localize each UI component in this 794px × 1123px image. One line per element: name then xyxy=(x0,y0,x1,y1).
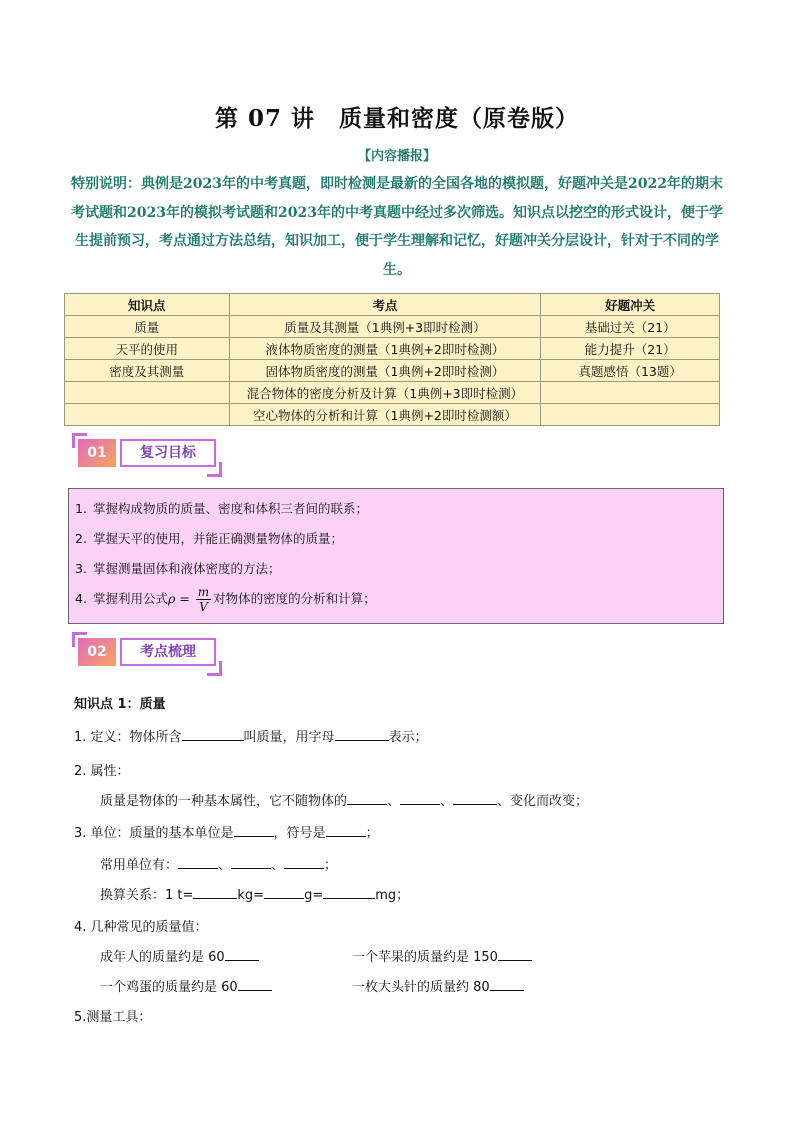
table-cell xyxy=(65,382,230,404)
table-row xyxy=(65,316,720,338)
section-label: 考点梳理 xyxy=(120,638,216,666)
section-label: 复习目标 xyxy=(120,439,216,467)
goal-item: 1. 掌握构成物质的质量、密度和体积三者间的联系； xyxy=(75,501,368,516)
definition-line: 1. 定义：物体所含 叫质量，用字母 表示； xyxy=(74,730,428,745)
table-row xyxy=(65,404,720,426)
review-goals-box xyxy=(68,488,724,624)
table-cell: 混合物体的密度分析及计算（1典例+3即时检测） xyxy=(229,382,541,404)
fill-blank[interactable] xyxy=(400,792,440,805)
overview-table xyxy=(64,293,720,426)
table-cell: 质量 xyxy=(65,316,230,338)
fill-blank[interactable] xyxy=(490,978,524,991)
table-header-cell: 好题冲关 xyxy=(541,294,720,316)
table-cell: 质量及其测量（1典例+3即时检测） xyxy=(229,316,541,338)
fill-blank[interactable] xyxy=(498,948,532,961)
table-cell: 真题感悟（13题） xyxy=(541,360,720,382)
fill-blank[interactable] xyxy=(326,824,366,837)
fill-blank[interactable] xyxy=(231,856,271,869)
mass-example: 一个鸡蛋的质量约是 60 xyxy=(100,976,272,995)
table-header-row xyxy=(65,294,720,316)
table-header-cell: 知识点 xyxy=(65,294,230,316)
fill-blank[interactable] xyxy=(335,728,389,741)
content-broadcast-label: 【内容播报】 xyxy=(357,149,436,164)
table-header-cell: 考点 xyxy=(229,294,541,316)
goal-item: 3. 掌握测量固体和液体密度的方法； xyxy=(75,561,281,576)
fill-blank[interactable] xyxy=(323,886,375,899)
fill-blank[interactable] xyxy=(238,978,272,991)
table-cell xyxy=(541,404,720,426)
page-title: 第 07 讲 质量和密度（原卷版） xyxy=(214,105,580,132)
table-cell xyxy=(541,382,720,404)
fill-blank[interactable] xyxy=(182,728,244,741)
fill-blank[interactable] xyxy=(264,886,304,899)
table-row xyxy=(65,338,720,360)
fill-blank[interactable] xyxy=(193,886,237,899)
fill-blank[interactable] xyxy=(234,824,274,837)
section-number: 01 xyxy=(78,439,116,467)
table-cell: 基础过关（21） xyxy=(541,316,720,338)
table-row xyxy=(65,360,720,382)
density-formula: $\frac{m}{V}$ xyxy=(197,585,210,614)
knowledge-point-title: 知识点 1：质量 xyxy=(74,697,166,712)
special-note: 特别说明：典例是2023年的中考真题，即时检测是最新的全国各地的模拟题，好题冲关是2022年的期末考试题和2023年的模拟考试题和2023年的中考真题中经过多次筛选。知识点以挖空的形式设计，便于学生提前预习，考点通过方法总结，知识加工，便于学生理解和记忆，好题冲关分层设计，针对于不同的学生。 xyxy=(71,176,723,278)
section-badge-review-goals xyxy=(72,433,222,477)
density-symbol: ρ xyxy=(167,591,176,606)
table-cell: 空心物体的分析和计算（1典例+2即时检测额） xyxy=(229,404,541,426)
table-cell: 能力提升（21） xyxy=(541,338,720,360)
common-mass-heading: 4. 几种常见的质量值： xyxy=(74,920,208,935)
table-cell: 固体物质密度的测量（1典例+2即时检测） xyxy=(229,360,541,382)
section-badge-key-points xyxy=(72,632,222,676)
goal-item: 2. 掌握天平的使用，并能正确测量物体的质量； xyxy=(75,531,343,546)
fill-blank[interactable] xyxy=(347,792,387,805)
measuring-tool-heading: 5.测量工具： xyxy=(74,1010,152,1025)
fill-blank[interactable] xyxy=(178,856,218,869)
property-heading: 2. 属性： xyxy=(74,764,130,779)
table-row xyxy=(65,382,720,404)
mass-example: 成年人的质量约是 60 xyxy=(100,946,259,965)
table-cell: 天平的使用 xyxy=(65,338,230,360)
table-cell: 液体物质密度的测量（1典例+2即时检测） xyxy=(229,338,541,360)
fill-blank[interactable] xyxy=(284,856,324,869)
property-line: 质量是物体的一种基本属性，它不随物体的 、 、 、变化而改变； xyxy=(100,794,589,809)
fill-blank[interactable] xyxy=(225,948,259,961)
mass-example: 一个苹果的质量约是 150 xyxy=(352,946,532,965)
unit-line: 3. 单位：质量的基本单位是 ，符号是 ； xyxy=(74,826,379,841)
section-number: 02 xyxy=(78,638,116,666)
conversion-line: 换算关系：1 t= kg= g= mg； xyxy=(100,888,410,903)
table-cell: 密度及其测量 xyxy=(65,360,230,382)
table-cell xyxy=(65,404,230,426)
goal-item-formula: 4. 掌握利用公式ρ = $\frac{m}{V}$ 对物体的密度的分析和计算； xyxy=(75,585,376,614)
common-units-line: 常用单位有： 、 、 ； xyxy=(100,858,338,873)
mass-example: 一枚大头针的质量约 80 xyxy=(352,976,524,995)
fill-blank[interactable] xyxy=(453,792,497,805)
